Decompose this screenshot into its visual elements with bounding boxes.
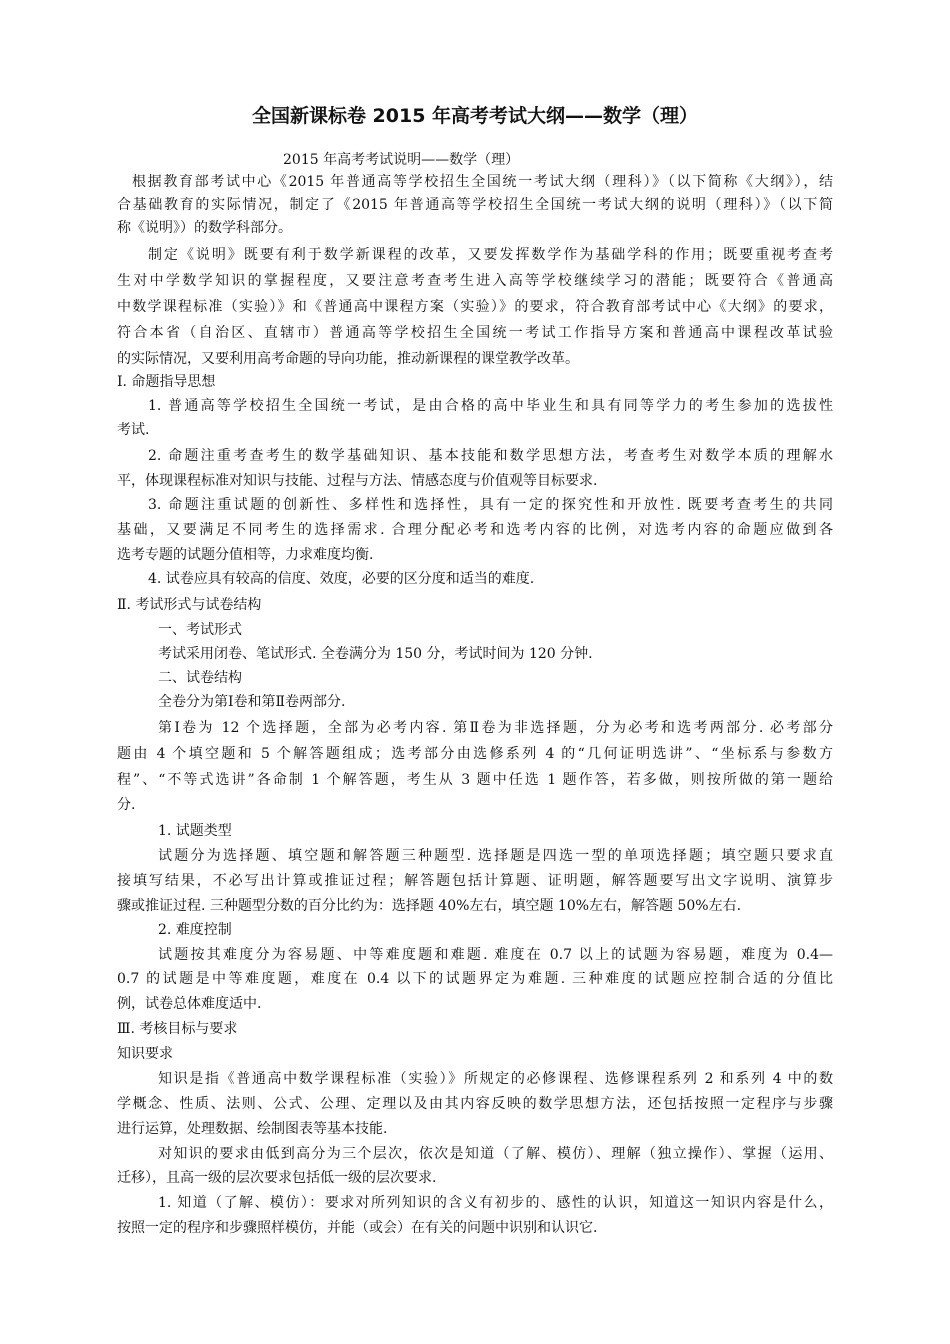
- body-line: 知识是指《普通高中数学课程标准（实验）》所规定的必修课程、选修课程系列 2 和系列 4 中的数: [158, 1071, 833, 1087]
- subsection-heading: 1. 试题类型: [158, 823, 232, 839]
- body-line: 考试.: [117, 422, 150, 438]
- body-line: 称《说明》）的数学科部分。: [117, 220, 292, 236]
- body-line: 合基础教育的实际情况，制定了《2015 年普通高等学校招生全国统一考试大纲的说明（理科）》（以下简: [117, 197, 833, 213]
- body-line: 对知识的要求由低到高分为三个层次，依次是知道（了解、模仿）、理解（独立操作）、掌握（运用、: [158, 1146, 833, 1162]
- subsection-heading: 一、考试形式: [158, 622, 242, 638]
- document-title: 全国新课标卷 2015 年高考考试大纲——数学（理）: [251, 105, 699, 127]
- body-line: 生对中学数学知识的掌握程度，又要注意考查考生进入高等学校继续学习的潜能；既要符合《普通高: [117, 273, 833, 289]
- body-line: 全卷分为第Ⅰ卷和第Ⅱ卷两部分.: [158, 694, 346, 710]
- body-line: 骤或推证过程. 三种题型分数的百分比约为：选择题 40%左右，填空题 10%左右，解答题 50%左右.: [117, 898, 742, 914]
- document-subtitle: 2015 年高考考试说明——数学（理）: [283, 152, 520, 168]
- body-line: 例，试卷总体难度适中.: [117, 996, 262, 1012]
- body-line: 4. 试卷应具有较高的信度、效度，必要的区分度和适当的难度.: [148, 571, 535, 587]
- body-line: 第Ⅰ卷为 12 个选择题，全部为必考内容. 第Ⅱ卷为非选择题，分为必考和选考两部分. 必考部分: [158, 720, 833, 736]
- body-line: 接填写结果，不必写出计算或推证过程；解答题包括计算题、证明题，解答题要写出文字说明、演算步: [117, 873, 833, 889]
- section-heading: Ⅱ. 考试形式与试卷结构: [117, 597, 262, 613]
- body-line: 制定《说明》既要有利于数学新课程的改革，又要发挥数学作为基础学科的作用；既要重视考查考: [148, 247, 833, 263]
- body-line: 分.: [117, 797, 136, 813]
- body-line: 按照一定的程序和步骤照样模仿，并能（或会）在有关的问题中识别和认识它.: [117, 1220, 598, 1236]
- subsection-heading: 2. 难度控制: [158, 922, 232, 938]
- body-line: 的实际情况，又要利用高考命题的导向功能，推动新课程的课堂教学改革。: [117, 351, 579, 367]
- body-line: 程”、“不等式选讲”各命制 1 个解答题，考生从 3 题中任选 1 题作答，若多做，则按所做的第一题给: [117, 772, 833, 788]
- body-line: 根据教育部考试中心《2015 年普通高等学校招生全国统一考试大纲（理科）》（以下简称《大纲》），结: [132, 174, 833, 190]
- body-line: 2. 命题注重考查考生的数学基础知识、基本技能和数学思想方法，考查考生对数学本质的理解水: [148, 448, 833, 464]
- body-line: 1. 普通高等学校招生全国统一考试，是由合格的高中毕业生和具有同等学力的考生参加的选拔性: [148, 398, 833, 414]
- body-line: 符合本省（自治区、直辖市）普通高等学校招生全国统一考试工作指导方案和普通高中课程改革试验: [117, 325, 833, 341]
- body-line: 学概念、性质、法则、公式、公理、定理以及由其内容反映的数学思想方法，还包括按照一定程序与步骤: [117, 1096, 833, 1112]
- body-line: 基础，又要满足不同考生的选择需求. 合理分配必考和选考内容的比例，对选考内容的命题应做到各: [117, 522, 833, 538]
- subsection-heading: 二、试卷结构: [158, 670, 242, 686]
- body-line: 考试采用闭卷、笔试形式. 全卷满分为 150 分，考试时间为 120 分钟.: [158, 646, 593, 662]
- section-heading: Ⅰ. 命题指导思想: [117, 374, 216, 390]
- body-line: 题由 4 个填空题和 5 个解答题组成；选考部分由选修系列 4 的“几何证明选讲”、“坐标系与参数方: [117, 746, 833, 762]
- body-line: 0.7 的试题是中等难度题，难度在 0.4 以下的试题界定为难题. 三种难度的试题应控制合适的分值比: [117, 971, 833, 987]
- section-heading: Ⅲ. 考核目标与要求: [117, 1021, 238, 1037]
- body-line: 平，体现课程标准对知识与技能、过程与方法、情感态度与价值观等目标要求.: [117, 473, 598, 489]
- body-line: 迁移），且高一级的层次要求包括低一级的层次要求.: [117, 1170, 437, 1186]
- body-line: 中数学课程标准（实验）》和《普通高中课程方案（实验）》的要求，符合教育部考试中心《大纲》的要求，: [117, 299, 833, 315]
- body-line: 进行运算，处理数据、绘制图表等基本技能.: [117, 1121, 388, 1137]
- subsection-heading: 知识要求: [117, 1046, 173, 1062]
- body-line: 3. 命题注重试题的创新性、多样性和选择性，具有一定的探究性和开放性. 既要考查考生的共同: [148, 497, 833, 513]
- body-line: 试题按其难度分为容易题、中等难度题和难题. 难度在 0.7 以上的试题为容易题，难度为 0.4—: [158, 947, 833, 963]
- body-line: 1. 知道（了解、模仿）：要求对所列知识的含义有初步的、感性的认识，知道这一知识内容是什么，: [158, 1195, 833, 1211]
- body-line: 选考专题的试题分值相等，力求难度均衡.: [117, 547, 374, 563]
- body-line: 试题分为选择题、填空题和解答题三种题型. 选择题是四选一型的单项选择题；填空题只要求直: [158, 848, 833, 864]
